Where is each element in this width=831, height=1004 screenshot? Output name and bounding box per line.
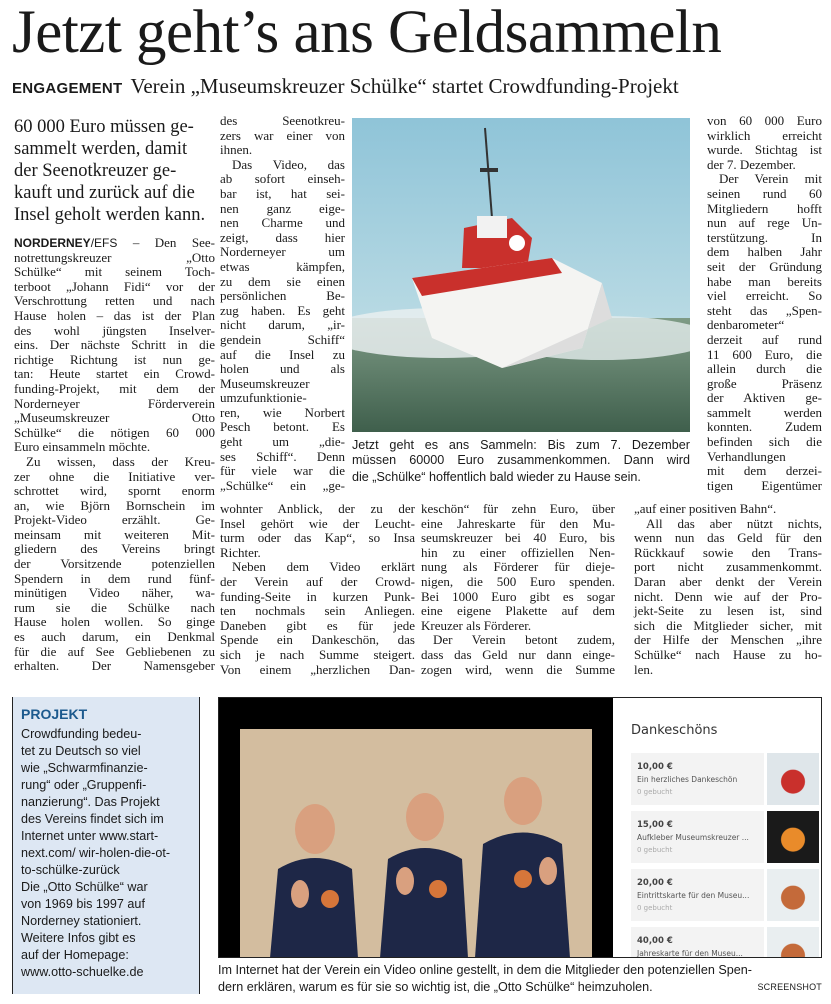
- lead-line: der Seenotkreuzer ge-: [14, 161, 177, 181]
- rewards-title: Dankeschöns: [631, 723, 718, 738]
- infobox-line: des Vereins findet sich im: [21, 812, 164, 826]
- article-line: funding-Projekt, mit dem der: [14, 380, 215, 396]
- article-line: ses Schiff“. Denn: [220, 448, 345, 464]
- article-line: jekt-Seite zu lesen ist, sind: [634, 603, 822, 619]
- infobox-line: tet zu Deutsch so viel: [21, 744, 141, 758]
- article-line: schrottet wird, spornt enorm: [14, 483, 215, 499]
- article-line: Spende ein Dankeschön, das: [220, 632, 415, 648]
- article-line: port nicht zusammenkommt.: [634, 559, 822, 575]
- article-line: gliedern des Vereins bringt: [14, 541, 215, 557]
- article-line: zers war einer von: [220, 127, 345, 143]
- article-line: des Seenotkreu-: [220, 113, 345, 128]
- article-line: sich die Mitglieder sicher, mit: [634, 617, 822, 633]
- article-line: rum sie die Schülke nach: [14, 599, 215, 615]
- reward-price: 20,00 €: [637, 878, 673, 888]
- article-line: Museumskreuzer: [220, 375, 310, 391]
- video-screenshot: [218, 697, 822, 958]
- article-line: etwas kämpfen,: [220, 258, 345, 274]
- article-line: zug haben. Es geht: [220, 302, 345, 318]
- article-line: eine Jahreskarte für den Mu-: [421, 515, 615, 531]
- article-line: „Schülke“ ein „ge-: [220, 477, 345, 493]
- article-line: wirklich erreicht: [707, 127, 822, 143]
- article-line: viel erreicht. So: [707, 288, 822, 304]
- video-still-image: [240, 729, 592, 958]
- article-line: Kreuzer als Förderer.: [421, 617, 532, 633]
- article-line: keschön“ für zehn Euro, über: [421, 501, 615, 516]
- article-line: „auf einer positiven Bahn“.: [634, 501, 777, 516]
- caption-line: dern erklären, warum es für sie so wichtig ist, die „Otto Schülke“ heimzuholen.: [218, 980, 653, 994]
- article-line: dass das Geld nur dann einge-: [421, 646, 615, 662]
- article-line: Rückkauf sowie den Trans-: [634, 544, 822, 560]
- article-line: wohnter Anblick, der zu der: [220, 501, 415, 516]
- article-line: Der Verein betont zudem,: [433, 632, 615, 648]
- lead-line: Insel geholt werden kann.: [14, 205, 206, 225]
- article-line: „Museumskreuzer Otto: [14, 410, 215, 426]
- video-caption: [218, 962, 822, 996]
- article-line: Norderneyer Förderverein: [14, 395, 215, 411]
- article-line: an, wie Björn Bornschein im: [14, 497, 215, 513]
- article-line: mit dem derzei-: [707, 463, 822, 479]
- article-column-4-bottom: [634, 502, 822, 677]
- article-line: notrettungskreuzer „Otto: [14, 249, 215, 265]
- article-line: nicht darum, „ir-: [220, 317, 345, 333]
- infobox-line: Weitere Infos gibt es: [21, 931, 136, 945]
- article-line: turm oder das Kap“, so Insa: [220, 530, 415, 546]
- article-line: der Aktiven ge-: [707, 390, 822, 406]
- article-line: Schülke“ mit seinem Toch-: [14, 264, 215, 280]
- dateline-place: NORDERNEY: [14, 236, 91, 250]
- article-line: für viele war die: [220, 463, 345, 479]
- article-line: geht um „die-: [220, 434, 345, 450]
- article-line: Zu wissen, dass der Kreu-: [26, 453, 215, 469]
- article-line: nung als Förderer für dieje-: [421, 559, 615, 575]
- article-column-2-bottom: [220, 502, 415, 677]
- article-line: Hause holen wollen. So ginge: [14, 614, 215, 630]
- article-line: terboot „Johann Fidi“ vor der: [14, 278, 215, 294]
- reward-price: 15,00 €: [637, 820, 673, 830]
- infobox-line: Die „Otto Schülke“ war: [21, 880, 148, 894]
- reward-booked-count: 0 gebucht: [637, 904, 673, 912]
- article-line: zer ohne die Initiative ver-: [14, 468, 215, 484]
- reward-name: Aufkleber Museumskreuzer ...: [637, 833, 749, 842]
- article-line: Norderneyer um: [220, 244, 345, 260]
- article-line: nen Charme und: [220, 215, 345, 231]
- article-line: der Hilfe der Menschen „ihre: [634, 632, 822, 648]
- article-line: große Präsenz: [707, 375, 822, 391]
- article-line: Daran aber denkt der Verein: [634, 573, 822, 589]
- reward-name: Ein herzliches Dankeschön: [637, 775, 738, 784]
- article-line: funding-Seite in kurzen Punk-: [220, 588, 415, 604]
- lead-line: sammelt werden, damit: [14, 139, 188, 159]
- article-line: konnten. Zudem: [707, 419, 822, 435]
- article-line: denbarometer“: [707, 317, 785, 333]
- article-line: ab sofort einseh-: [220, 171, 345, 187]
- infobox-line: www.otto-schuelke.de: [21, 965, 144, 979]
- reward-thumbnail: [767, 811, 819, 863]
- article-line: derzeit auf rund: [707, 331, 822, 347]
- article-line: ten nochmals sein Anliegen.: [220, 603, 415, 619]
- article-line: habe man bereits: [707, 273, 822, 289]
- article-line: des wohl jüngsten Inselver-: [14, 322, 215, 338]
- caption-line: müssen 60000 Euro zusammenkommen. Dann wird: [352, 452, 690, 467]
- article-line: ihnen.: [220, 142, 253, 158]
- infobox-line: wie „Schwarmfinanzie-: [21, 761, 148, 775]
- infobox-line: to-schülke-zurück: [21, 863, 120, 877]
- article-line: zogen wird, wenn die Summe: [421, 661, 615, 677]
- article-line: wenn nun das Geld für den: [634, 530, 822, 546]
- article-line: der Vorsitzende potenziellen: [14, 556, 215, 572]
- photo-credit: SCREENSHOT: [757, 982, 822, 992]
- reward-price: 40,00 €: [637, 936, 673, 946]
- article-line: meinsam mit weiteren Mit-: [14, 526, 215, 542]
- article-line: All das aber nützt nichts,: [646, 515, 822, 531]
- article-line: terstützung. In: [707, 229, 822, 245]
- article-line: 11 600 Euro, die: [707, 346, 822, 362]
- infobox-line: Crowdfunding bedeu-: [21, 727, 142, 741]
- reward-thumbnail: [767, 927, 819, 958]
- article-line: Verhandlungen: [707, 448, 786, 464]
- lead-line: kauft und zurück auf die: [14, 183, 195, 203]
- article-line: zu dem sie einen: [220, 273, 345, 289]
- infobox-line: von 1969 bis 1997 auf: [21, 897, 145, 911]
- article-line: nen ganz eige-: [220, 200, 345, 216]
- article-line: von 60 000 Euro: [707, 113, 822, 128]
- subtitle: Verein „Museumskreuzer Schülke“ startet Crowdfunding-Projekt: [130, 74, 679, 98]
- article-line: seit der Gründung: [707, 258, 822, 274]
- subline: [12, 72, 679, 103]
- article-line: erhalten. Der Namensgeber: [14, 658, 215, 674]
- headline: Jetzt geht’s ans Geldsammeln: [12, 0, 722, 66]
- caption-line: die „Schülke“ hoffentlich bald wieder zu Hause sein.: [352, 469, 641, 484]
- reward-thumbnail: [767, 869, 819, 921]
- reward-item: [631, 869, 764, 921]
- article-line: auf die Insel zu: [220, 346, 345, 362]
- article-line: befinden sich die: [707, 434, 822, 450]
- reward-item: [631, 927, 764, 958]
- kicker: ENGAGEMENT: [12, 80, 123, 97]
- article-line: Mitgliedern hofft: [707, 200, 822, 216]
- article-line: Verschrottung retten und nach: [14, 293, 215, 309]
- article-line: eine eigene Plakette auf dem: [421, 603, 615, 619]
- article-line: Der Verein mit: [719, 171, 822, 187]
- article-line: ren, wie Norbert: [220, 404, 345, 420]
- article-line: nicht. Denn wie auf der Pro-: [634, 588, 822, 604]
- lead-paragraph: [14, 116, 219, 226]
- infobox-line: rung“ oder „Gruppenfi-: [21, 778, 147, 792]
- article-line: Von einem „herzlichen Dan-: [220, 661, 415, 677]
- article-line: seumskreuzer bei 40 Euro, bis: [421, 530, 615, 546]
- article-line: Bei 1000 Euro gibt es sogar: [421, 588, 615, 604]
- article-line: Pesch betont. Es: [220, 419, 345, 435]
- article-line: der Verein auf der Crowd-: [220, 573, 415, 589]
- reward-booked-count: 0 gebucht: [637, 846, 673, 854]
- article-line: Insel gehört wie der Leucht-: [220, 515, 415, 531]
- photo-caption: [352, 437, 690, 486]
- reward-item: [631, 811, 764, 863]
- article-line: steht das „Spen-: [707, 302, 822, 318]
- article-line: wurde. Stichtag ist: [707, 142, 822, 158]
- article-line: allein durch die: [707, 361, 822, 377]
- reward-name: Jahreskarte für den Museu...: [637, 949, 743, 958]
- caption-line: Jetzt geht es ans Sammeln: Bis zum 7. Dezember: [352, 438, 690, 452]
- article-line: persönlichen Be-: [220, 288, 345, 304]
- article-line: es auch darum, ein Denkmal: [14, 629, 215, 645]
- article-line: zeigt, dass hier: [220, 229, 345, 245]
- reward-price: 10,00 €: [637, 762, 673, 772]
- caption-line: Im Internet hat der Verein ein Video online gestellt, in dem die Mitglieder den potenziellen Spen-: [218, 963, 752, 977]
- infobox-line: auf der Homepage:: [21, 948, 129, 962]
- article-line: Daneben gibt es für jede: [220, 617, 415, 633]
- reward-item: [631, 753, 764, 805]
- article-line: für die auf See Gebliebenen zu: [14, 643, 215, 659]
- article-line: nigen, die 500 Euro spenden.: [421, 573, 615, 589]
- article-line: [14, 236, 215, 251]
- infobox-line: Internet unter www.start-: [21, 829, 159, 843]
- article-line: Schülke“ nach Hause zu ho-: [634, 646, 822, 662]
- article-line: Schülke“ die nötigen 60 000: [14, 424, 215, 440]
- article-line: nun auf rege Un-: [707, 215, 822, 231]
- article-line: sammelt werden: [707, 404, 822, 420]
- infobox-title: PROJEKT: [21, 706, 88, 722]
- article-line: eins. Der nächste Schritt in die: [14, 337, 215, 353]
- infobox-line: next.com/ wir-holen-die-ot-: [21, 846, 171, 860]
- article-line: bar ist, hat sei-: [220, 185, 345, 201]
- article-line-text: – Den See-: [117, 235, 215, 250]
- article-line: Euro einsammeln möchte.: [14, 439, 151, 455]
- article-line: richtige Richtung ist nun ge-: [14, 351, 215, 367]
- article-line: Hause holen – das ist der Plan: [14, 307, 215, 323]
- article-line: Richter.: [220, 544, 261, 560]
- infobox-body: [21, 726, 191, 981]
- article-line: Spendern in dem rund fünf-: [14, 570, 215, 586]
- reward-thumbnail: [767, 753, 819, 805]
- dateline-agency: /EFS: [90, 236, 118, 250]
- article-line: tan: Heute startet ein Crowd-: [14, 366, 215, 382]
- article-column-1: [14, 236, 215, 674]
- article-line: Das Video, das: [232, 156, 345, 172]
- article-line: umzufunktionie-: [220, 390, 307, 406]
- article-line: dem halben Jahr: [707, 244, 822, 260]
- article-line: holen und als: [220, 361, 345, 377]
- reward-name: Eintrittskarte für den Museu...: [637, 891, 750, 900]
- article-column-2-top: [220, 114, 345, 493]
- article-line: hin zu einer offiziellen Nen-: [421, 544, 615, 560]
- article-column-4-top: [707, 114, 822, 493]
- infobox-line: nanzierung“. Das Projekt: [21, 795, 160, 809]
- article-line: tigen Eigentümer: [707, 477, 822, 493]
- article-line: Projekt-Video erzählt. Ge-: [14, 512, 215, 528]
- article-line: der 7. Dezember.: [707, 156, 796, 172]
- article-line: minütigen Video näher, wa-: [14, 585, 215, 601]
- project-infobox: [12, 697, 200, 994]
- rescue-cruiser-photo: [352, 118, 690, 432]
- article-column-3: [421, 502, 615, 677]
- infobox-line: Norderney stationiert.: [21, 914, 142, 928]
- article-line: len.: [634, 661, 654, 677]
- article-line: Neben dem Video erklärt: [232, 559, 415, 575]
- rewards-panel: [613, 698, 822, 958]
- reward-booked-count: 0 gebucht: [637, 788, 673, 796]
- article-line: gendein Schiff“: [220, 331, 345, 347]
- article-line: sich je nach Summe steigert.: [220, 646, 415, 662]
- lead-line: 60 000 Euro müssen ge-: [14, 117, 194, 137]
- article-line: seinen rund 60: [707, 185, 822, 201]
